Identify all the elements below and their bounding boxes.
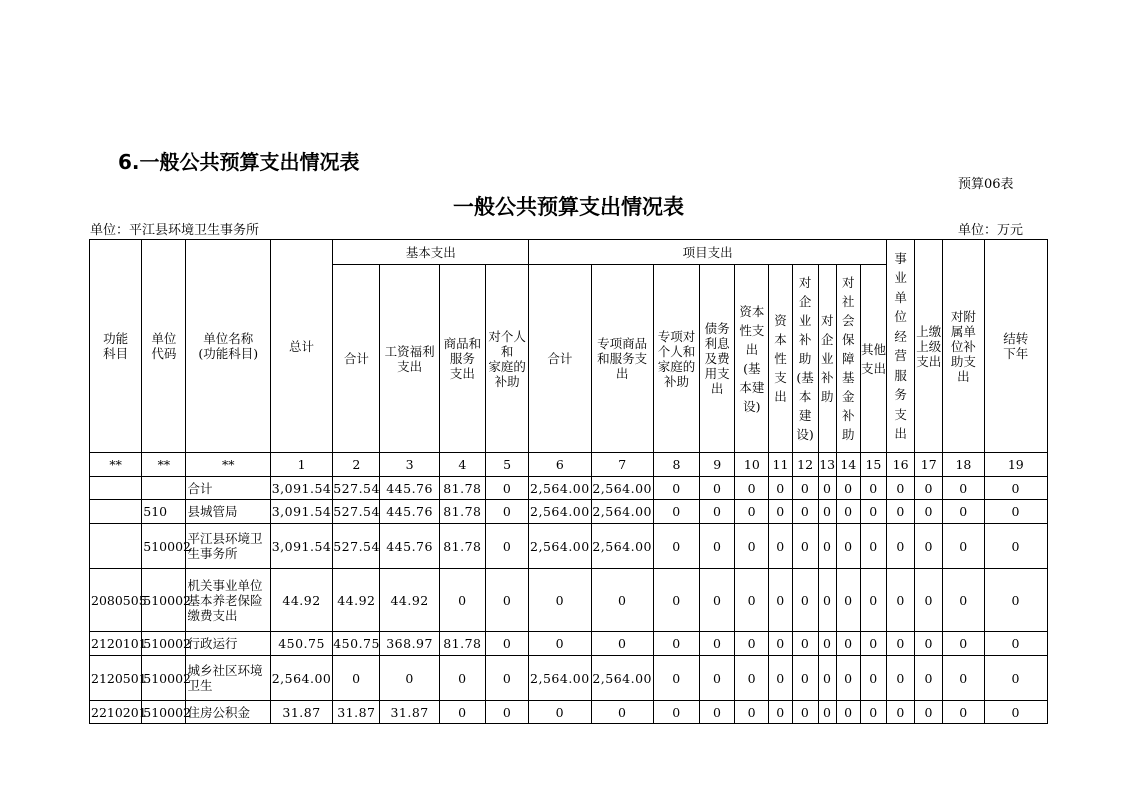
value-cell: 0 <box>860 656 886 701</box>
value-cell: 0 <box>860 477 886 500</box>
value-cell: 0 <box>700 656 735 701</box>
unit-name-cell: 行政运行 <box>186 632 270 656</box>
value-cell: 44.92 <box>380 569 439 632</box>
column-index: 1 <box>270 453 332 477</box>
table-row <box>90 569 1048 632</box>
value-cell: 0 <box>591 569 653 632</box>
value-cell: 0 <box>769 701 792 724</box>
value-cell: 0 <box>792 524 818 569</box>
value-cell: 0 <box>700 500 735 524</box>
value-cell: 0 <box>653 656 699 701</box>
value-cell: 0 <box>984 701 1047 724</box>
value-cell: 0 <box>485 569 528 632</box>
value-cell: 0 <box>818 632 836 656</box>
value-cell: 0 <box>735 477 769 500</box>
value-cell: 0 <box>818 524 836 569</box>
header-project-goods-services: 专项商品 和服务支 出 <box>591 265 653 453</box>
table-row <box>90 656 1048 701</box>
value-cell: 31.87 <box>333 701 380 724</box>
value-cell: 0 <box>529 701 591 724</box>
func-subject-cell <box>90 524 142 569</box>
value-cell: 445.76 <box>380 500 439 524</box>
value-cell: 0 <box>769 477 792 500</box>
column-index: 11 <box>769 453 792 477</box>
column-index: 18 <box>943 453 984 477</box>
value-cell: 0 <box>529 632 591 656</box>
value-cell: 0 <box>700 632 735 656</box>
func-subject-cell <box>90 477 142 500</box>
unit-name-cell: 合计 <box>186 477 270 500</box>
column-index-row <box>90 453 1048 477</box>
value-cell: 0 <box>818 500 836 524</box>
func-subject-cell: 2120501 <box>90 656 142 701</box>
value-cell: 0 <box>439 701 485 724</box>
value-cell: 0 <box>485 477 528 500</box>
unit-code-cell: 510002 <box>142 632 186 656</box>
value-cell: 0 <box>836 701 860 724</box>
value-cell: 445.76 <box>380 524 439 569</box>
unit-code-cell: 510002 <box>142 656 186 701</box>
value-cell: 0 <box>915 656 943 701</box>
column-index: 12 <box>792 453 818 477</box>
expenditure-table <box>89 239 1048 724</box>
value-cell: 0 <box>984 656 1047 701</box>
value-cell: 0 <box>818 477 836 500</box>
column-index: 16 <box>887 453 915 477</box>
column-index: ** <box>186 453 270 477</box>
value-cell: 0 <box>836 569 860 632</box>
column-index: 7 <box>591 453 653 477</box>
value-cell: 2,564.00 <box>529 500 591 524</box>
value-cell: 527.54 <box>333 500 380 524</box>
unit-code-cell: 510 <box>142 500 186 524</box>
value-cell: 527.54 <box>333 524 380 569</box>
value-cell: 0 <box>735 632 769 656</box>
value-cell: 450.75 <box>333 632 380 656</box>
header-project-enterprise-subsidy-construction: 对 企 业 补 助 (基 本 建 设) <box>792 265 818 453</box>
value-cell: 0 <box>380 656 439 701</box>
value-cell: 0 <box>887 477 915 500</box>
value-cell: 0 <box>943 656 984 701</box>
value-cell: 0 <box>887 524 915 569</box>
header-institution-operation: 事 业 单 位 经 营 服 务 支 出 <box>887 240 915 453</box>
header-project-debt-interest: 债务 利息 及费 用支 出 <box>700 265 735 453</box>
value-cell: 2,564.00 <box>529 477 591 500</box>
table-row <box>90 632 1048 656</box>
section-title: 6.一般公共预算支出情况表 <box>118 150 360 174</box>
value-cell: 0 <box>887 569 915 632</box>
value-cell: 0 <box>943 524 984 569</box>
value-cell: 445.76 <box>380 477 439 500</box>
header-total: 总计 <box>270 240 332 453</box>
value-cell: 0 <box>653 701 699 724</box>
value-cell: 81.78 <box>439 524 485 569</box>
value-cell: 0 <box>860 500 886 524</box>
value-cell: 0 <box>485 701 528 724</box>
value-cell: 0 <box>792 569 818 632</box>
value-cell: 0 <box>792 500 818 524</box>
value-cell: 0 <box>915 500 943 524</box>
value-cell: 0 <box>915 569 943 632</box>
unit-name-cell: 住房公积金 <box>186 701 270 724</box>
value-cell: 0 <box>769 500 792 524</box>
column-index: 17 <box>915 453 943 477</box>
value-cell: 31.87 <box>380 701 439 724</box>
value-cell: 0 <box>860 569 886 632</box>
header-carry-over: 结转 下年 <box>984 240 1047 453</box>
value-cell: 0 <box>591 632 653 656</box>
value-cell: 0 <box>653 524 699 569</box>
value-cell: 0 <box>485 632 528 656</box>
value-cell: 0 <box>836 477 860 500</box>
form-code: 预算06表 <box>958 177 1014 192</box>
value-cell: 0 <box>792 656 818 701</box>
unit-code-cell: 510002 <box>142 569 186 632</box>
unit-name-cell: 平江县环境卫生事务所 <box>186 524 270 569</box>
value-cell: 0 <box>860 632 886 656</box>
value-cell: 0 <box>485 524 528 569</box>
header-affiliated-subsidy: 对附 属单 位补 助支 出 <box>943 240 984 453</box>
header-upper-level: 上缴 上级 支出 <box>915 240 943 453</box>
value-cell: 0 <box>836 656 860 701</box>
value-cell: 0 <box>735 701 769 724</box>
unit-code-cell: 510002 <box>142 701 186 724</box>
value-cell: 0 <box>735 524 769 569</box>
unit-label-right: 单位：万元 <box>958 223 1024 238</box>
value-cell: 81.78 <box>439 477 485 500</box>
header-project-capital-construction: 资本 性支 出 (基 本建 设) <box>735 265 769 453</box>
value-cell: 31.87 <box>270 701 332 724</box>
header-func-subject: 功能 科目 <box>90 240 142 453</box>
value-cell: 0 <box>653 632 699 656</box>
value-cell: 0 <box>700 701 735 724</box>
column-index: ** <box>90 453 142 477</box>
value-cell: 0 <box>887 632 915 656</box>
unit-name-cell: 机关事业单位基本养老保险缴费支出 <box>186 569 270 632</box>
value-cell: 0 <box>769 569 792 632</box>
column-index: 13 <box>818 453 836 477</box>
value-cell: 0 <box>836 524 860 569</box>
value-cell: 0 <box>735 656 769 701</box>
header-project-personal-subsidy: 专项对 个人和 家庭的 补助 <box>653 265 699 453</box>
table-title: 一般公共预算支出情况表 <box>453 195 684 219</box>
func-subject-cell: 2080505 <box>90 569 142 632</box>
header-project-capital: 资 本 性 支 出 <box>769 265 792 453</box>
value-cell: 0 <box>700 524 735 569</box>
value-cell: 0 <box>485 656 528 701</box>
value-cell: 0 <box>887 656 915 701</box>
value-cell: 0 <box>887 701 915 724</box>
value-cell: 0 <box>700 569 735 632</box>
value-cell: 0 <box>439 569 485 632</box>
header-basic-goods-services: 商品和 服务 支出 <box>439 265 485 453</box>
value-cell: 0 <box>792 701 818 724</box>
func-subject-cell: 2120101 <box>90 632 142 656</box>
header-basic-total: 合计 <box>333 265 380 453</box>
value-cell: 0 <box>818 569 836 632</box>
value-cell: 0 <box>984 477 1047 500</box>
value-cell: 3,091.54 <box>270 524 332 569</box>
value-cell: 0 <box>333 656 380 701</box>
value-cell: 81.78 <box>439 500 485 524</box>
value-cell: 0 <box>769 524 792 569</box>
value-cell: 44.92 <box>270 569 332 632</box>
column-index: 6 <box>529 453 591 477</box>
value-cell: 0 <box>984 632 1047 656</box>
value-cell: 368.97 <box>380 632 439 656</box>
value-cell: 0 <box>836 500 860 524</box>
value-cell: 0 <box>915 477 943 500</box>
column-index: 4 <box>439 453 485 477</box>
value-cell: 0 <box>653 477 699 500</box>
column-index: 3 <box>380 453 439 477</box>
header-project-total: 合计 <box>529 265 591 453</box>
value-cell: 81.78 <box>439 632 485 656</box>
table-row <box>90 500 1048 524</box>
value-cell: 0 <box>735 500 769 524</box>
column-index: 19 <box>984 453 1047 477</box>
value-cell: 0 <box>984 524 1047 569</box>
value-cell: 0 <box>836 632 860 656</box>
value-cell: 2,564.00 <box>591 524 653 569</box>
value-cell: 44.92 <box>333 569 380 632</box>
table-row <box>90 701 1048 724</box>
value-cell: 0 <box>943 477 984 500</box>
value-cell: 2,564.00 <box>591 656 653 701</box>
value-cell: 0 <box>860 701 886 724</box>
value-cell: 0 <box>529 569 591 632</box>
value-cell: 2,564.00 <box>591 477 653 500</box>
value-cell: 0 <box>943 701 984 724</box>
header-basic-expenditure: 基本支出 <box>333 240 529 265</box>
value-cell: 0 <box>887 500 915 524</box>
unit-name-cell: 县城管局 <box>186 500 270 524</box>
value-cell: 3,091.54 <box>270 477 332 500</box>
value-cell: 0 <box>915 632 943 656</box>
column-index: 8 <box>653 453 699 477</box>
value-cell: 3,091.54 <box>270 500 332 524</box>
value-cell: 0 <box>915 524 943 569</box>
header-unit-code: 单位 代码 <box>142 240 186 453</box>
value-cell: 0 <box>943 632 984 656</box>
column-index: ** <box>142 453 186 477</box>
unit-name-cell: 城乡社区环境卫生 <box>186 656 270 701</box>
value-cell: 0 <box>439 656 485 701</box>
value-cell: 2,564.00 <box>591 500 653 524</box>
value-cell: 0 <box>818 656 836 701</box>
value-cell: 527.54 <box>333 477 380 500</box>
value-cell: 0 <box>984 500 1047 524</box>
value-cell: 0 <box>792 477 818 500</box>
value-cell: 0 <box>943 500 984 524</box>
value-cell: 2,564.00 <box>529 656 591 701</box>
value-cell: 0 <box>769 632 792 656</box>
value-cell: 2,564.00 <box>270 656 332 701</box>
value-cell: 0 <box>792 632 818 656</box>
column-index: 15 <box>860 453 886 477</box>
value-cell: 0 <box>984 569 1047 632</box>
column-index: 2 <box>333 453 380 477</box>
header-basic-wages: 工资福利 支出 <box>380 265 439 453</box>
header-project-expenditure: 项目支出 <box>529 240 887 265</box>
header-basic-personal-subsidy: 对个人 和 家庭的 补助 <box>485 265 528 453</box>
value-cell: 0 <box>915 701 943 724</box>
func-subject-cell <box>90 500 142 524</box>
column-index: 10 <box>735 453 769 477</box>
unit-code-cell: 510002 <box>142 524 186 569</box>
header-unit-name: 单位名称 (功能科目) <box>186 240 270 453</box>
column-index: 5 <box>485 453 528 477</box>
unit-label-left: 单位：平江县环境卫生事务所 <box>90 223 260 238</box>
value-cell: 0 <box>700 477 735 500</box>
value-cell: 450.75 <box>270 632 332 656</box>
header-project-other: 其他 支出 <box>860 265 886 453</box>
column-index: 14 <box>836 453 860 477</box>
value-cell: 0 <box>943 569 984 632</box>
value-cell: 0 <box>485 500 528 524</box>
header-project-enterprise-subsidy: 对 企 业 补 助 <box>818 265 836 453</box>
value-cell: 0 <box>860 524 886 569</box>
value-cell: 0 <box>818 701 836 724</box>
header-project-social-security-subsidy: 对 社 会 保 障 基 金 补 助 <box>836 265 860 453</box>
table-row <box>90 524 1048 569</box>
unit-code-cell <box>142 477 186 500</box>
func-subject-cell: 2210201 <box>90 701 142 724</box>
value-cell: 0 <box>769 656 792 701</box>
value-cell: 0 <box>591 701 653 724</box>
table-row <box>90 477 1048 500</box>
value-cell: 2,564.00 <box>529 524 591 569</box>
value-cell: 0 <box>735 569 769 632</box>
column-index: 9 <box>700 453 735 477</box>
value-cell: 0 <box>653 500 699 524</box>
value-cell: 0 <box>653 569 699 632</box>
